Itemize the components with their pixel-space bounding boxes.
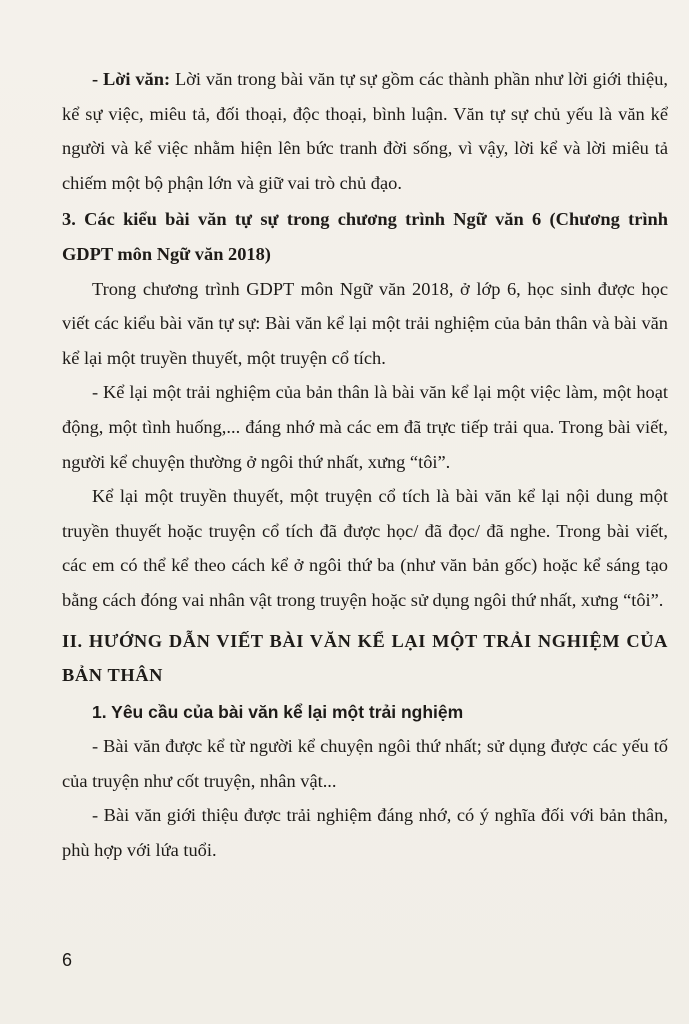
loi-van-text: Lời văn trong bài văn tự sự gồm các thành phần như lời giới thiệu, kể sự việc, miêu tả, đối thoại, độc thoại, bình luận. Văn tự sự chủ yếu là văn kể người và kể việc nhằm hiện lên bức tranh đời sống, vì vậy, lời kể và lời miêu tả chiếm một bộ phận lớn và giữ vai trò chủ đạo. [62,69,668,193]
loi-van-label: - Lời văn: [92,69,171,89]
paragraph-gdpt: Trong chương trình GDPT môn Ngữ văn 2018, ở lớp 6, học sinh được học viết các kiểu bài văn tự sự: Bài văn kể lại một trải nghiệm của bản thân và bài văn kể lại một truyền thuyết, một truyện cổ tích. [62,278,668,368]
heading-huong-dan: II. HƯỚNG DẪN VIẾT BÀI VĂN KỂ LẠI MỘT TRẢI NGHIỆM CỦA BẢN THÂN [62,630,668,686]
requirement-2: - Bài văn giới thiệu được trải nghiệm đáng nhớ, có ý nghĩa đối với bản thân, phù hợp với lứa tuổi. [62,805,668,861]
heading-yeu-cau: 1. Yêu cầu của bài văn kể lại một trải nghiệm [92,701,464,722]
paragraph-truyen-thuyet: Kể lại một truyền thuyết, một truyện cổ tích là bài văn kể lại nội dung một truyền thuyết hoặc truyện cổ tích đã được học/ đã đọc/ đã nghe. Trong bài viết, các em có thể kể theo cách kể ở ngôi thứ ba (như văn bản gốc) hoặc kể sáng tạo bằng cách đóng vai nhân vật trong truyện hoặc sử dụng ngôi thứ nhất, xưng “tôi”. [62,486,668,610]
requirement-1: - Bài văn được kể từ người kể chuyện ngôi thứ nhất; sử dụng được các yếu tố của truyện như cốt truyện, nhân vật... [62,736,668,791]
page-content [62,62,668,868]
paragraph-trai-nghiem: - Kể lại một trải nghiệm của bản thân là bài văn kể lại một việc làm, một hoạt động, một tình huống,... đáng nhớ mà các em đã trực tiếp trải qua. Trong bài viết, người kể chuyện thường ở ngôi thứ nhất, xưng “tôi”. [62,382,668,472]
heading-cac-kieu-bai-van: 3. Các kiểu bài văn tự sự trong chương trình Ngữ văn 6 (Chương trình GDPT môn Ngữ văn 2018) [62,209,668,264]
page-number: 6 [62,950,73,970]
paragraph-loi-van [62,62,668,200]
